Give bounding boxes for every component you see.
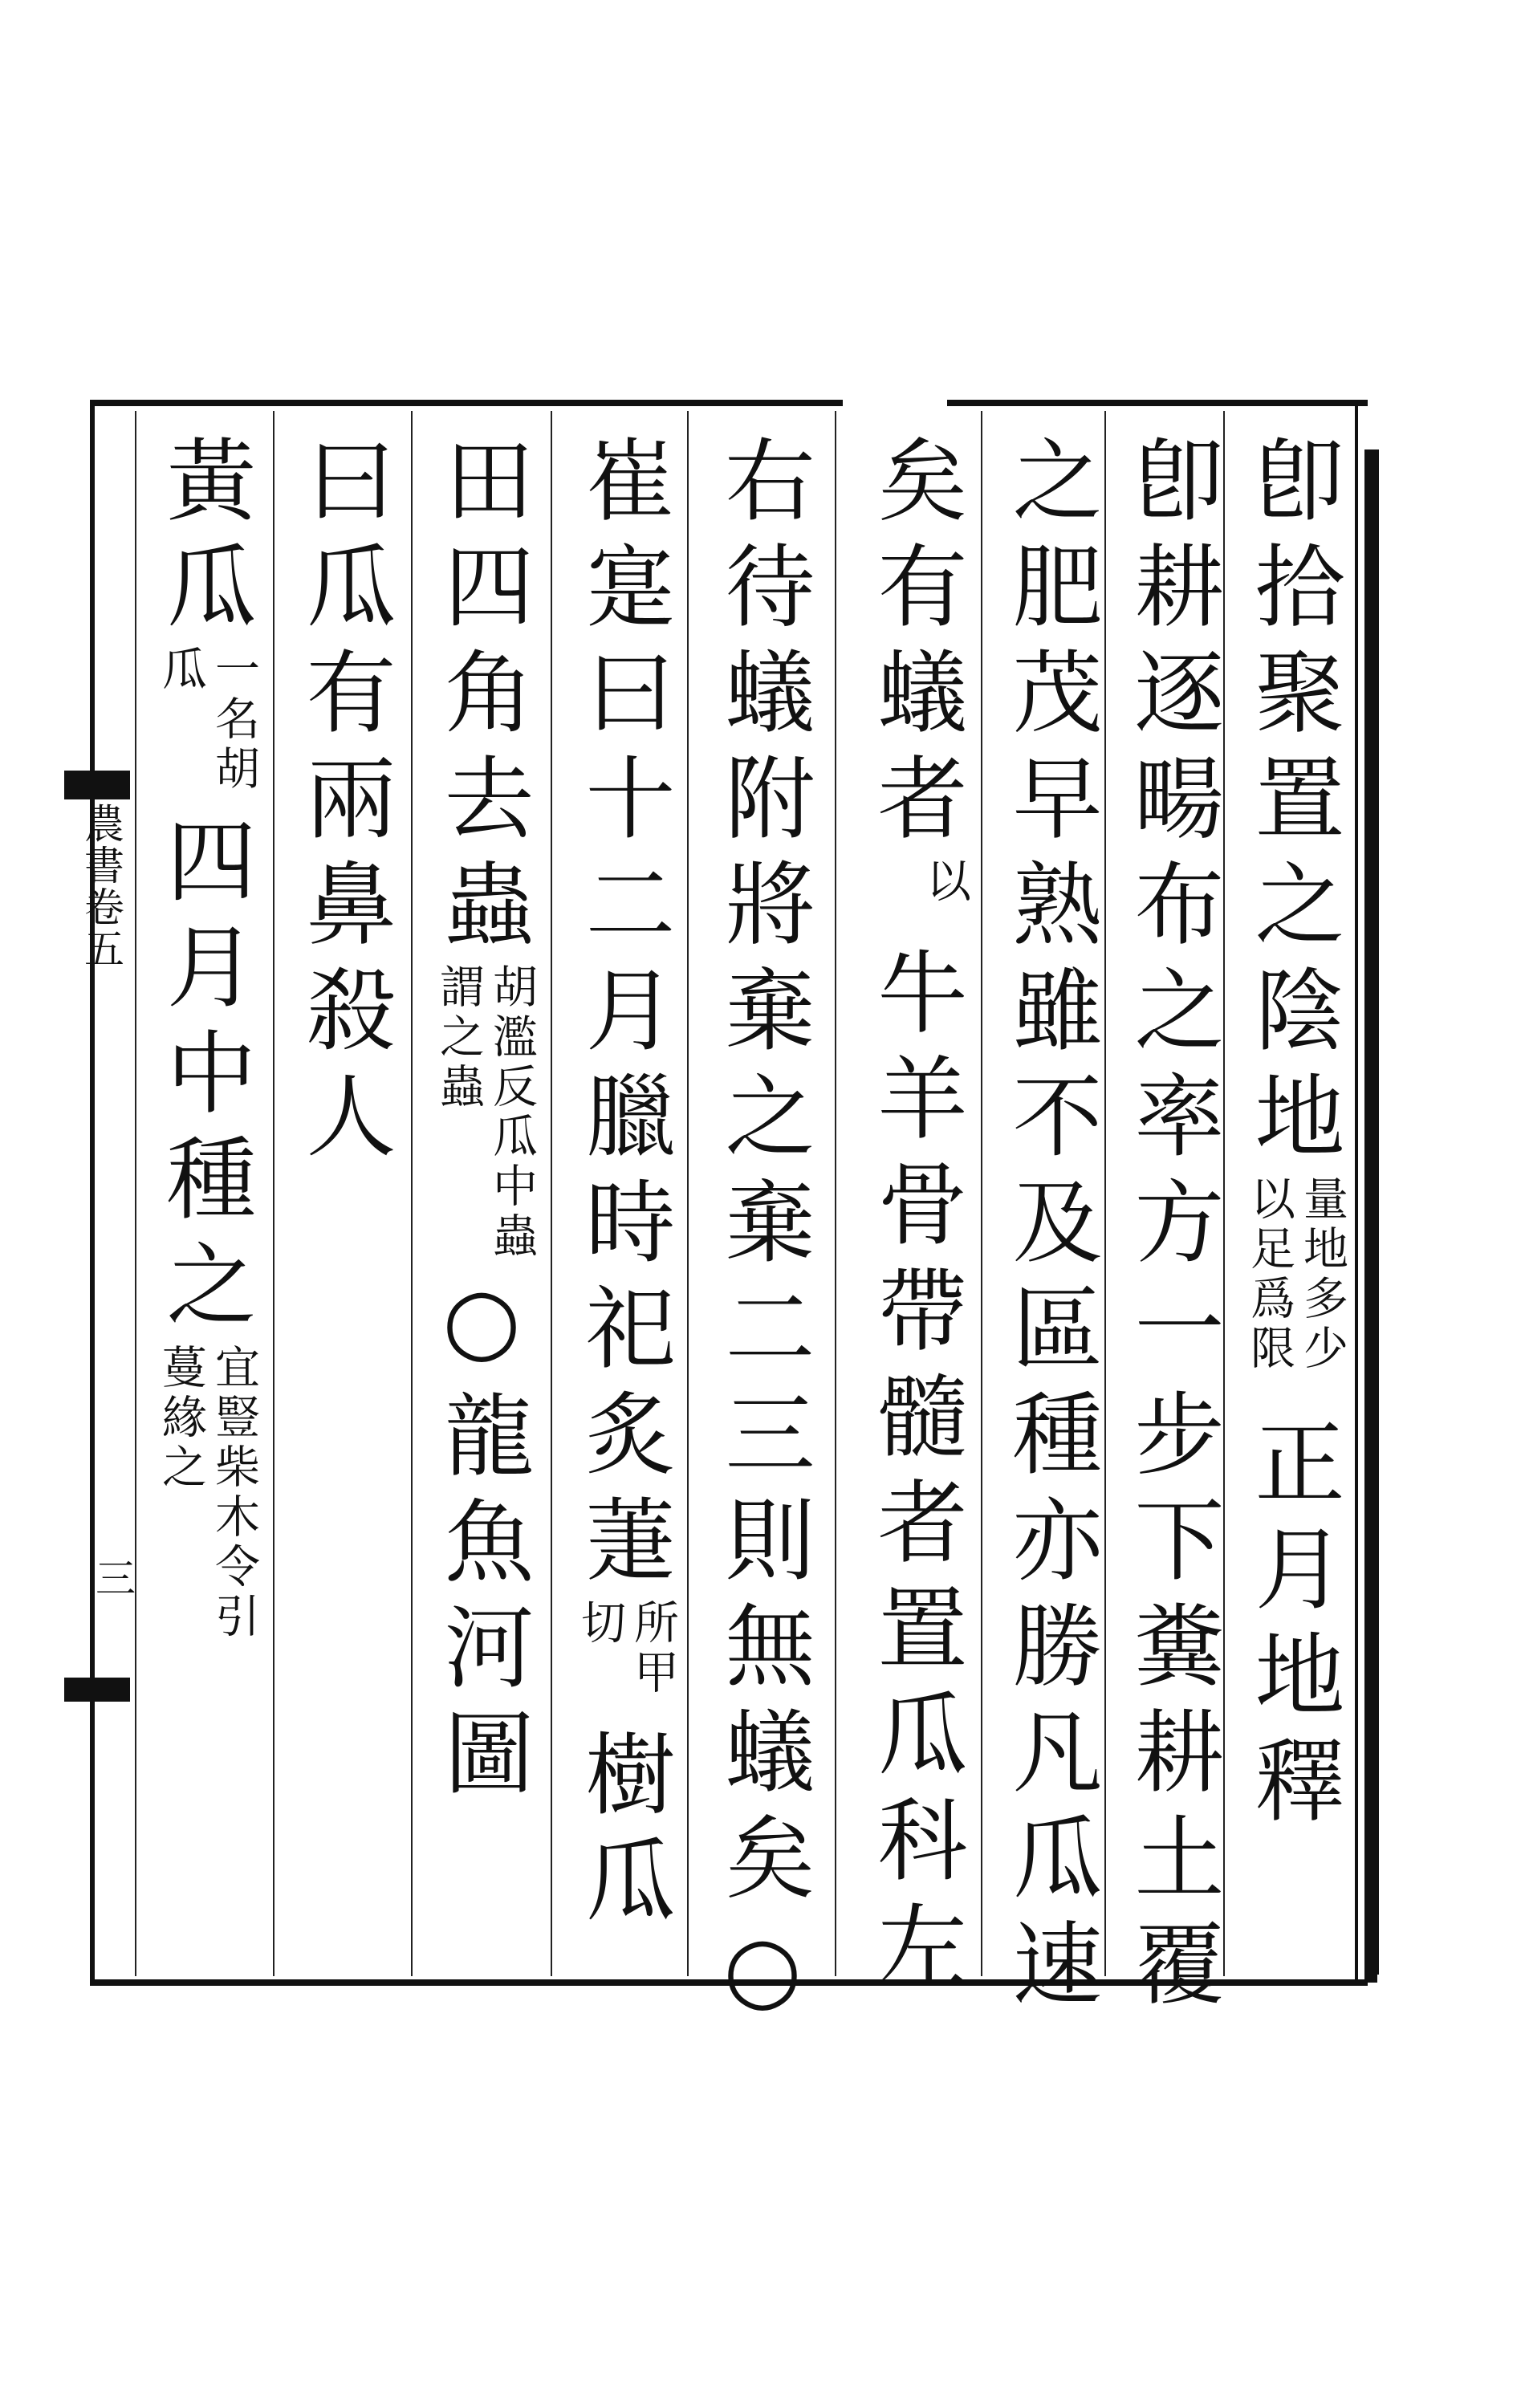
main-text: 牛羊骨帶髓者置瓜科左 [863,946,967,2005]
text-column-5 [706,433,819,2037]
main-text: 黃瓜 [152,433,256,645]
fish-tail-mark [64,1678,130,1702]
annotation-note: 所甲切 [574,1599,679,1698]
main-text: ○龍魚河圖 [429,1268,534,1812]
text-column-1 [1236,433,1348,1840]
text-column-3 [994,433,1106,2023]
main-text: 卽拾聚置之陰地 [1240,433,1344,1175]
column-divider [273,411,274,1976]
main-text: 崔寔曰十二月臘時祀炙萐 [571,433,675,1599]
main-text: 四月中種之 [152,814,256,1344]
text-column-8 [287,433,400,1175]
text-column-7 [425,433,538,1812]
text-column-4 [859,433,971,2005]
text-column-2 [1116,433,1228,2023]
column-divider [411,411,413,1976]
column-divider [835,411,836,1976]
page-number: 三 [89,1557,136,1597]
left-border-rule [90,400,95,1984]
main-text: 矣有蟻者 [863,433,967,857]
right-inner-rule [1355,401,1358,1983]
annotation-note: 量地多少以足爲限 [1243,1175,1348,1374]
annotation-note: 一名胡瓜 [155,645,260,795]
text-column-6 [567,433,679,1939]
main-text: 曰瓜有兩鼻殺人 [291,433,396,1175]
main-text: 卽耕逐畼布之率方一步下糞耕土覆 [1120,433,1224,2023]
book-title-label: 農書卷五 [78,803,124,970]
column-divider [981,411,982,1976]
column-divider [551,411,552,1976]
annotation-note: 宜豎柴木令引蔓緣之 [155,1344,260,1642]
main-text: 右待蟻附將棄之棄二三則無蟻矣○ [710,433,815,2037]
main-text: 田四角去蟲 [429,433,534,963]
annotation-note: 胡濫反瓜中蟲謂之蟲 [433,963,538,1262]
main-text: 之肥茂早熟雖不及區種亦勝凡瓜速 [998,433,1102,2023]
ink-edge [1368,449,1379,1975]
column-divider [687,411,689,1976]
top-border-gap [843,397,947,411]
column-divider [135,411,136,1976]
fish-tail-mark [64,771,130,799]
text-column-9 [148,433,260,1681]
annotation-note: 以 [919,857,971,907]
main-text: 正月地釋 [1240,1416,1344,1840]
top-border-rule [90,400,1368,406]
main-text: 樹瓜 [571,1727,675,1939]
